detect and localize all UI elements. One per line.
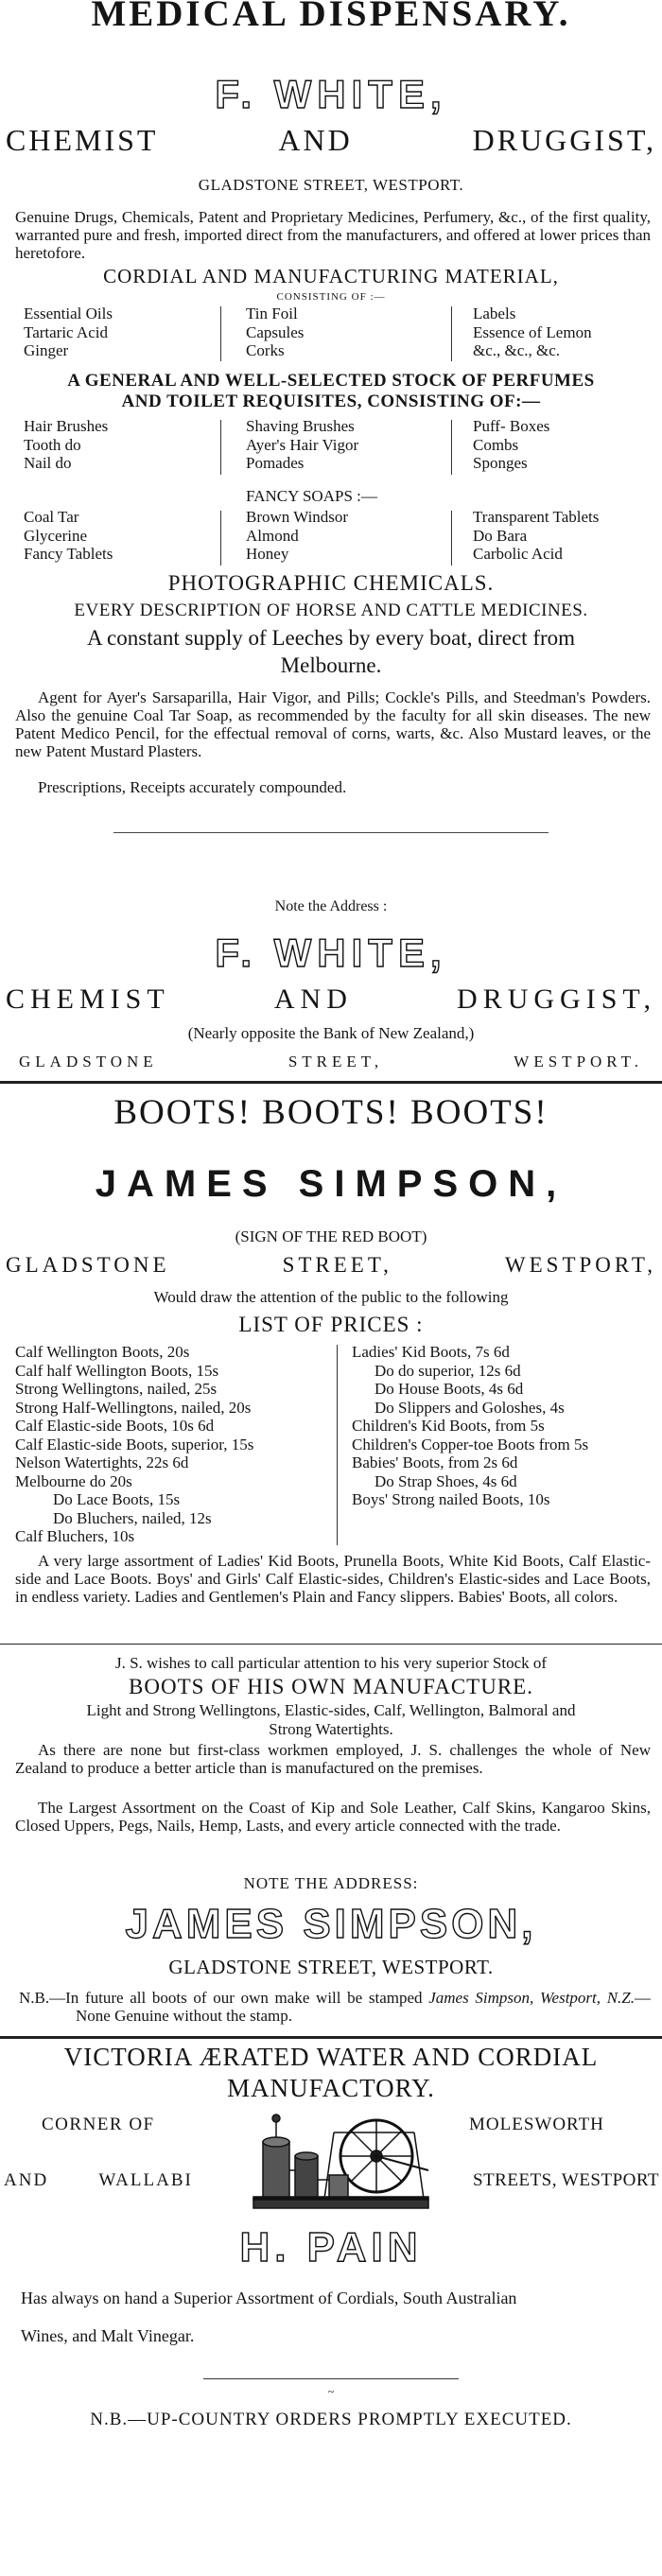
- medical-intro: Genuine Drugs, Chemicals, Patent and Proprietary Medicines, Perfumery, &c., of the first quality, warranted pure and fresh, imported direct from the manufacturers, and offered at lower prices than heretofore.: [15, 208, 651, 262]
- price-item: Do House Boots, 4s 6d: [375, 1380, 524, 1398]
- boots-owner-name: JAMES SIMPSON,: [95, 1163, 567, 1205]
- toilet-col-2: [246, 417, 358, 473]
- cordial-heading: CORDIAL AND MANUFACTURING MATERIAL,: [103, 265, 559, 287]
- trade-word-and: AND: [278, 123, 353, 157]
- soap-item: Do Bara: [473, 526, 528, 545]
- aerated-water-machine-illustration: [235, 2104, 443, 2218]
- section-rule: [0, 2036, 662, 2039]
- own-manufacture-line-1: Light and Strong Wellingtons, Elastic-sides, Calf, Wellington, Balmoral and: [86, 1701, 576, 1719]
- price-item: Do Slippers and Goloshes, 4s: [375, 1398, 565, 1417]
- section-rule: [0, 1081, 662, 1084]
- soap-item: Carbolic Acid: [473, 545, 563, 563]
- price-item: Calf half Wellington Boots, 15s: [15, 1361, 219, 1380]
- price-item: Babies' Boots, from 2s 6d: [352, 1453, 518, 1471]
- price-item: Children's Copper-toe Boots from 5s: [352, 1435, 589, 1453]
- own-manufacture-line-2: Strong Watertights.: [269, 1720, 393, 1738]
- largest-assortment-paragraph: The Largest Assortment on the Coast of Kip and Sole Leather, Calf Skins, Kangaroo Skins, Closed Uppers, Pegs, Nails, Hemp, Lasts, and every article connected with the trade.: [15, 1799, 651, 1835]
- trade-word-chemist: CHEMIST: [6, 983, 170, 1015]
- toilet-item: Nail do: [24, 454, 72, 472]
- stamp-note-prefix: N.B.—In future all boots of our own make will be stamped: [19, 1989, 429, 2007]
- horse-cattle-heading: EVERY DESCRIPTION OF HORSE AND CATTLE MEDICINES.: [74, 600, 588, 620]
- column-divider: [451, 420, 452, 475]
- stamp-note: [19, 1989, 651, 2025]
- boots-address-repeat: GLADSTONE STREET, WESTPORT.: [168, 1956, 494, 1978]
- price-item: Do Lace Boots, 15s: [53, 1490, 181, 1508]
- victoria-text-line-1: Has always on hand a Superior Assortment of Cordials, South Australian: [21, 2289, 517, 2307]
- price-item: Nelson Watertights, 22s 6d: [15, 1453, 189, 1471]
- price-item: Children's Kid Boots, from 5s: [352, 1417, 545, 1435]
- red-boot-sign: (SIGN OF THE RED BOOT): [235, 1227, 427, 1245]
- js-attention-line: J. S. wishes to call particular attention to his very superior Stock of: [114, 1654, 548, 1672]
- price-item: Strong Half-Wellingtons, nailed, 20s: [15, 1398, 252, 1417]
- stamp-note-stamp: James Simpson, Westport, N.Z.: [428, 1989, 635, 2007]
- boots-owner-name-repeat: JAMES SIMPSON,: [125, 1901, 537, 1947]
- toilet-item: Ayer's Hair Vigor: [246, 435, 359, 454]
- column-divider: [220, 420, 221, 475]
- consisting-of-label: CONSISTING OF :—: [276, 291, 386, 303]
- leeches-line-2: Melbourne.: [280, 653, 382, 677]
- cordial-item: Tin Foil: [246, 305, 298, 322]
- trade-word-druggist: DRUGGIST,: [472, 123, 656, 157]
- assortment-paragraph: A very large assortment of Ladies' Kid Boots, Prunella Boots, White Kid Boots, Calf Elastic-side and Lace Boots. Boys' and Girls' Calf Elastic-sides, Children's Elastic-sides and Lace Boots, in endless variety. Ladies and Gentlemen's Plain and Fancy slippers. Babies' Boots, all colors.: [15, 1552, 651, 1606]
- wallabi-word: WALLABI: [98, 2170, 193, 2190]
- soap-item: Brown Windsor: [246, 508, 349, 526]
- victoria-owner-name: H. PAIN: [239, 2224, 423, 2271]
- agent-paragraph: Agent for Ayer's Sarsaparilla, Hair Vigor, and Pills; Cockle's Pills, and Steedman's Powders. Also the genuine Coal Tar Soap, as recommended by the faculty for all skin diseases. The new Patent Medico Pencil, for the effectual removal of corns, warts, &c. Also Mustard leaves, or the new Patent Mustard Plasters.: [15, 688, 651, 760]
- cordial-col-1: [24, 305, 113, 360]
- price-item: Melbourne do 20s: [15, 1471, 132, 1490]
- medical-address: GLADSTONE STREET, WESTPORT.: [198, 176, 464, 194]
- victoria-heading-line-2: MANUFACTORY.: [227, 2074, 435, 2102]
- toilet-item: Shaving Brushes: [246, 417, 355, 435]
- price-list-left: [15, 1343, 253, 1546]
- leeches-line-1: A constant supply of Leeches by every boat, direct from: [86, 626, 576, 650]
- column-divider: [220, 306, 221, 361]
- price-item: Calf Elastic-side Boots, superior, 15s: [15, 1435, 254, 1453]
- corner-of-label: CORNER OF: [42, 2115, 155, 2134]
- medical-heading: MEDICAL DISPENSARY.: [91, 0, 571, 34]
- cordial-item: Essential Oils: [24, 305, 113, 322]
- prices-heading: LIST OF PRICES :: [238, 1313, 424, 1336]
- price-item: Ladies' Kid Boots, 7s 6d: [352, 1343, 510, 1361]
- and-wallabi-label: [4, 2170, 193, 2191]
- cordial-item: Ginger: [24, 341, 69, 359]
- cordial-item: Labels: [473, 305, 516, 322]
- medical-trade-line: [6, 123, 656, 158]
- toilet-item: Tooth do: [24, 435, 81, 454]
- column-divider: [337, 1345, 338, 1545]
- price-item: Strong Wellingtons, nailed, 25s: [15, 1380, 218, 1398]
- molesworth-label: MOLESWORTH: [469, 2115, 604, 2134]
- bank-note: (Nearly opposite the Bank of New Zealand,): [187, 1024, 475, 1042]
- soap-col-2: [246, 508, 348, 564]
- divider: [113, 832, 549, 833]
- column-divider: [220, 511, 221, 566]
- toilet-item: Puff- Boxes: [473, 417, 550, 435]
- soap-col-3: [473, 508, 599, 564]
- cordial-item: &c., &c., &c.: [473, 341, 561, 359]
- cordial-item: Capsules: [246, 322, 305, 341]
- cordial-item: Corks: [246, 341, 285, 359]
- photographic-heading: PHOTOGRAPHIC CHEMICALS.: [167, 571, 495, 595]
- price-item: Do Strap Shoes, 4s 6d: [375, 1471, 517, 1490]
- prescriptions-line: Prescriptions, Receipts accurately compounded.: [38, 778, 347, 796]
- toilet-item: Hair Brushes: [24, 417, 109, 435]
- challenge-paragraph: As there are none but first-class workmen employed, J. S. challenges the whole of New Zealand to produce a better article than is manufactured on the premises.: [15, 1741, 651, 1777]
- divider: [203, 2378, 459, 2379]
- column-divider: [451, 511, 452, 566]
- soap-item: Honey: [246, 545, 289, 563]
- soap-item: Coal Tar: [24, 508, 79, 526]
- fancy-soaps-heading: FANCY SOAPS :—: [246, 487, 377, 505]
- streets-westport-label: STREETS, WESTPORT: [473, 2170, 660, 2190]
- toilet-item: Sponges: [473, 454, 528, 472]
- stock-heading-line-2: AND TOILET REQUISITES, CONSISTING OF:—: [121, 392, 541, 411]
- up-country-note: N.B.—UP-COUNTRY ORDERS PROMPTLY EXECUTED.: [90, 2410, 572, 2429]
- address-word: WESTPORT,: [504, 1253, 656, 1277]
- price-list-right: [352, 1343, 588, 1509]
- address-word: STREET,: [282, 1253, 392, 1277]
- price-item: Boys' Strong nailed Boots, 10s: [352, 1490, 550, 1508]
- medical-owner-name: F. WHITE,: [215, 72, 447, 116]
- price-item: Calf Bluchers, 10s: [15, 1527, 135, 1545]
- cordial-col-2: [246, 305, 304, 360]
- divider: [0, 1644, 662, 1645]
- cordial-item: Essence of Lemon: [473, 322, 592, 341]
- price-item: Do do superior, 12s 6d: [375, 1361, 521, 1380]
- toilet-item: Pomades: [246, 454, 305, 472]
- boots-address: [6, 1253, 656, 1278]
- flourish-ornament: ~: [327, 2385, 335, 2398]
- soap-item: Almond: [246, 526, 299, 545]
- soap-item: Fancy Tablets: [24, 545, 113, 563]
- toilet-item: Combs: [473, 435, 519, 454]
- victoria-text-line-2: Wines, and Malt Vinegar.: [21, 2326, 195, 2345]
- trade-word-and: AND: [273, 983, 353, 1015]
- soap-item: Glycerine: [24, 526, 88, 545]
- cordial-item: Tartaric Acid: [24, 322, 108, 341]
- soap-item: Transparent Tablets: [473, 508, 600, 526]
- medical-owner-name-repeat: F. WHITE,: [215, 931, 447, 975]
- victoria-heading-line-1: VICTORIA ÆRATED WATER AND CORDIAL: [63, 2043, 599, 2071]
- boots-heading: BOOTS! BOOTS! BOOTS!: [113, 1093, 549, 1132]
- address-word: GLADSTONE: [19, 1053, 158, 1070]
- toilet-col-1: [24, 417, 108, 473]
- and-word: AND: [4, 2170, 49, 2190]
- price-item: Calf Wellington Boots, 20s: [15, 1343, 190, 1361]
- trade-word-chemist: CHEMIST: [6, 123, 159, 157]
- soap-col-1: [24, 508, 113, 564]
- stamp-note-suffix: —None Genuine without the stamp.: [76, 1989, 651, 2025]
- note-address-label: Note the Address :: [274, 898, 388, 914]
- medical-trade-line-repeat: [6, 983, 656, 1016]
- cordial-col-3: [473, 305, 592, 360]
- address-word: GLADSTONE: [6, 1253, 170, 1277]
- price-item: Do Bluchers, nailed, 12s: [53, 1508, 212, 1527]
- attention-line: Would draw the attention of the public to the following: [153, 1288, 509, 1306]
- trade-word-druggist: DRUGGIST,: [457, 983, 656, 1015]
- own-manufacture-heading: BOOTS OF HIS OWN MANUFACTURE.: [129, 1675, 533, 1698]
- address-word: WESTPORT.: [514, 1053, 643, 1070]
- address-word: STREET,: [287, 1053, 384, 1070]
- medical-address-repeat: [19, 1053, 643, 1071]
- price-item: Calf Elastic-side Boots, 10s 6d: [15, 1417, 215, 1435]
- column-divider: [451, 306, 452, 361]
- toilet-col-3: [473, 417, 549, 473]
- stock-heading-line-1: A GENERAL AND WELL-SELECTED STOCK OF PERFUMES: [67, 371, 595, 391]
- note-address-label: NOTE THE ADDRESS:: [243, 1874, 419, 1892]
